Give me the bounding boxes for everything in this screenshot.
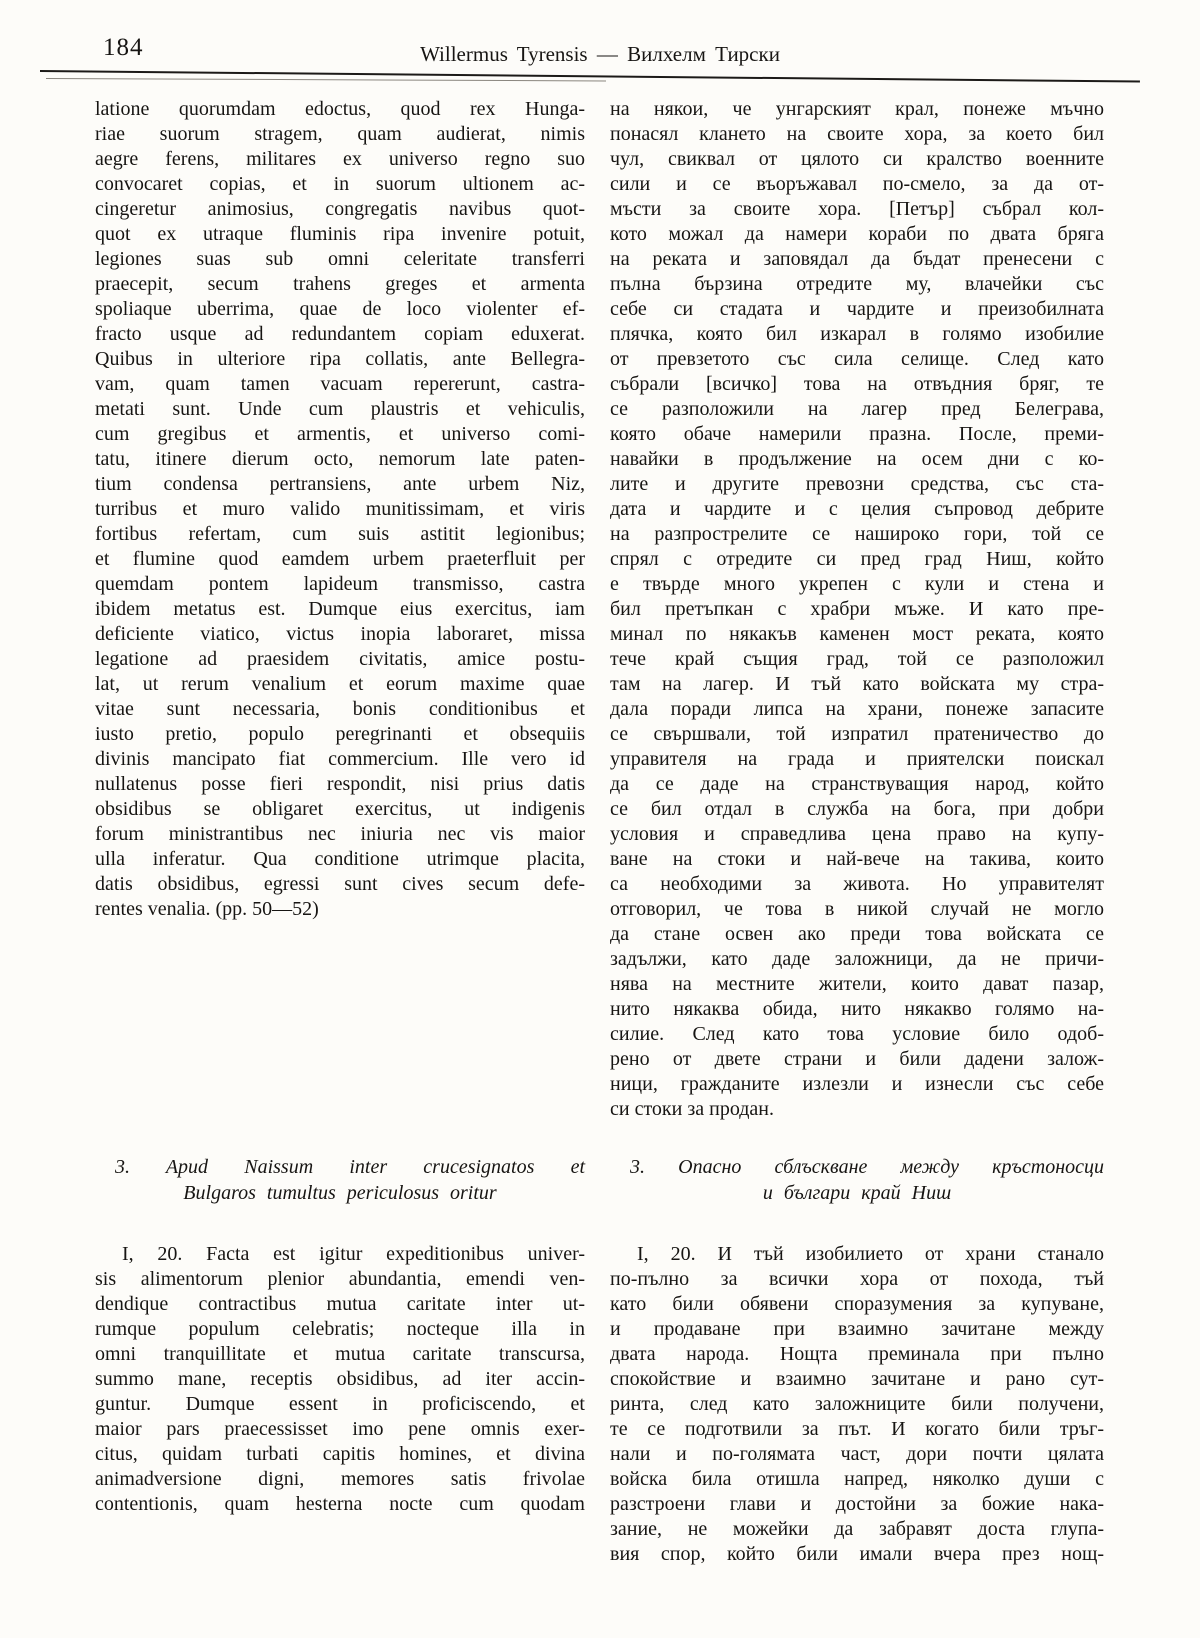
text-line: Quibus in ulteriore ripa collatis, ante Bellegra- [95,348,585,370]
text-line: tium condensa pertransiens, ante urbem Niz, [95,473,585,495]
text-line: rumque populum celebratis; nocteque illa in [95,1318,585,1340]
text-line: legiones suas sub omni celeritate transferri [95,248,585,270]
text-line: задължи, като даде заложници, да не причи- [610,948,1104,970]
text-line: се свършвали, той изпратил пратеничество до [610,723,1104,745]
text-line: I, 20. Facta est igitur expeditionibus univer- [122,1243,585,1265]
text-line: която обаче намерили празна. После, преми- [610,423,1104,445]
text-line: силие. След като това условие било одоб- [610,1023,1104,1045]
text-line: citus, quidam turbati capitis homines, et divina [95,1443,585,1465]
text-line: obsidibus se obligaret exercitus, ut indigenis [95,798,585,820]
text-line: вия спор, който били имали вчера през нощ- [610,1543,1104,1565]
latin-section-heading [95,1154,585,1206]
text-columns [95,97,1104,1567]
text-line: спокойствие и взаимно зачитане и рано сут- [610,1368,1104,1390]
text-line: минал по някакъв каменен мост реката, която [610,623,1104,645]
text-line: turribus et muro valido munitissimam, et viris [95,498,585,520]
text-line: плячка, която бил изкарал в голямо изобилие [610,323,1104,345]
text-line: нява на местните жители, които дават пазар, [610,973,1104,995]
text-line: ibidem metatus est. Dumque eius exercitus, iam [95,598,585,620]
text-line: metati sunt. Unde cum plaustris et vehiculis, [95,398,585,420]
text-line: guntur. Dumque essent in proficiscendo, et [95,1393,585,1415]
text-line: тече край същия град, той се разположил [610,648,1104,670]
text-line: зание, не можейки да забравят доста глупа- [610,1518,1104,1540]
text-line: си стоки за продан. [610,1098,775,1120]
text-line: omni tranquillitate et mutua caritate transcursa, [95,1343,585,1365]
text-line: нали и по-голямата част, дори почти цялата [610,1443,1104,1465]
heading-line: Bulgaros tumultus periculosus oritur [183,1182,497,1204]
text-line: aegre ferens, militares ex universo regno suo [95,148,585,170]
text-line: cum gregibus et armentis, et universo comi- [95,423,585,445]
text-line: те се подготвили за път. И когато били тръг- [610,1418,1104,1440]
text-line: рено от двете страни и били дадени залож- [610,1048,1104,1070]
text-line: отговорил, че това в никой случай не могло [610,898,1104,920]
text-line: rentes venalia. (pp. 50—52) [95,898,319,920]
latin-paragraph-i20 [95,1242,585,1517]
page-number: 184 [103,34,144,61]
text-line: лите и другите превозни средства, със ста- [610,473,1104,495]
heading-line: 3. Опасно сблъскване между кръстоносци [630,1156,1104,1178]
text-line: fracto usque ad redundantem copiam eduxerat. [95,323,585,345]
text-line: deficiente viatico, victus inopia laboraret, missa [95,623,585,645]
bulgarian-section-heading [610,1154,1104,1206]
text-line: понасял клането на своите хора, за което бил [610,123,1104,145]
bulgarian-paragraph-i20 [610,1242,1104,1567]
text-line: iusto pretio, populo peregrinanti et obsequiis [95,723,585,745]
text-line: animadversione digni, memores satis frivolae [95,1468,585,1490]
text-line: riae suorum stragem, quam audierat, nimis [95,123,585,145]
text-line: като били обявени споразумения за купуване, [610,1293,1104,1315]
text-line: пълна бързина отредите му, влачейки със [610,273,1104,295]
heading-line: и българи край Ниш [762,1182,952,1204]
text-line: fortibus refertam, cum suis astitit legionibus; [95,523,585,545]
text-line: събрали [всичко] това на отвъдния бряг, те [610,373,1104,395]
text-line: sis alimentorum plenior abundantia, emendi ven- [95,1268,585,1290]
text-line: legatione ad praesidem civitatis, amice postu- [95,648,585,670]
text-line: кото можал да намери кораби по двата бряга [610,223,1104,245]
text-line: условия и справедлива цена право на купу- [610,823,1104,845]
text-line: нито някаква обида, нито някакво голямо на- [610,998,1104,1020]
header-rule-secondary [46,78,606,81]
bulgarian-column [610,97,1104,1567]
text-line: спрял с отредите си пред град Ниш, който [610,548,1104,570]
text-line: lat, ut rerum venalium et eorum maxime quae [95,673,585,695]
text-line: на някои, че унгарският крал, понеже мъчно [610,98,1104,120]
text-line: et flumine quod eamdem urbem praeterfluit per [95,548,585,570]
text-line: на реката и заповядал да бъдат пренесени с [610,248,1104,270]
text-line: да се даде на странствуващия народ, който [610,773,1104,795]
text-line: разстроени глави и достойни за божие нака- [610,1493,1104,1515]
text-line: управителя на града и приятелски поискал [610,748,1104,770]
text-line: quot ex utraque fluminis ripa invenire potuit, [95,223,585,245]
text-line: latione quorumdam edoctus, quod rex Hunga- [95,98,585,120]
text-line: praecepit, secum trahens greges et armenta [95,273,585,295]
text-line: quemdam pontem lapideum transmisso, castra [95,573,585,595]
text-line: от превзетото със сила селище. След като [610,348,1104,370]
text-line: nullatenus posse fieri respondit, nisi prius datis [95,773,585,795]
text-line: там на лагер. И тъй като войската му стра- [610,673,1104,695]
text-line: дата и чардите и с целия съпровод дебрите [610,498,1104,520]
heading-line: 3. Apud Naissum inter crucesignatos et [115,1156,585,1178]
text-line: cingeretur animosius, congregatis navibus quot- [95,198,585,220]
text-line: summo mane, receptis obsidibus, ad iter accin- [95,1368,585,1390]
text-line: войска била отишла напред, няколко души с [610,1468,1104,1490]
text-line: се бил отдал в служба на бога, при добри [610,798,1104,820]
text-line: vitae sunt necessaria, bonis conditionibus et [95,698,585,720]
text-line: себе си стадата и чардите и преизобилната [610,298,1104,320]
text-line: са необходими за живота. Но управителят [610,873,1104,895]
text-line: tatu, itinere dierum octo, nemorum late paten- [95,448,585,470]
text-line: на разпрострелите се нашироко гори, той се [610,523,1104,545]
text-line: се разположили на лагер пред Белеграва, [610,398,1104,420]
latin-column [95,97,585,1567]
text-line: навайки в продължение на осем дни с ко- [610,448,1104,470]
text-line: е твърде много укрепен с кули и стена и [610,573,1104,595]
text-line: convocaret copias, et in suorum ultionem ac- [95,173,585,195]
text-line: двата народа. Нощта преминала при пълно [610,1343,1104,1365]
text-line: бил претъпкан с храбри мъже. И като пре- [610,598,1104,620]
text-line: ринта, след като заложниците били получени, [610,1393,1104,1415]
text-line: ници, гражданите излезли и изнесли със себе [610,1073,1104,1095]
text-line: по-пълно за всички хора от похода, тъй [610,1268,1104,1290]
text-line: spoliaque uberrima, quae de loco violenter ef- [95,298,585,320]
text-line: datis obsidibus, egressi sunt cives secum defe- [95,873,585,895]
running-title: Willermus Tyrensis — Вилхелм Тирски [420,42,780,66]
text-line: ване на стоки и най-вече на такива, които [610,848,1104,870]
text-line: I, 20. И тъй изобилието от храни станало [637,1243,1104,1265]
text-line: dendique contractibus mutua caritate inter ut- [95,1293,585,1315]
text-line: ulla inferatur. Qua conditione utrimque placita, [95,848,585,870]
text-line: contentionis, quam hesterna nocte cum quodam [95,1493,585,1515]
text-line: vam, quam tamen vacuam repererunt, castra- [95,373,585,395]
text-line: чул, свиквал от цялото си кралство военните [610,148,1104,170]
text-line: и продаване при взаимно зачитане между [610,1318,1104,1340]
text-line: forum ministrantibus nec iniuria nec vis maior [95,823,585,845]
text-line: divinis mancipato fiat commercium. Ille vero id [95,748,585,770]
text-line: maior pars praecessisset imo pene omnis exer- [95,1418,585,1440]
text-line: мъсти за своите хора. [Петър] събрал кол- [610,198,1104,220]
latin-paragraph-continued [95,97,585,922]
text-line: да стане освен ако преди това войската се [610,923,1104,945]
text-line: дала поради липса на храни, понеже запасите [610,698,1104,720]
text-line: сили и се въоръжавал по-смело, за да от- [610,173,1104,195]
bulgarian-paragraph-continued [610,97,1104,1122]
